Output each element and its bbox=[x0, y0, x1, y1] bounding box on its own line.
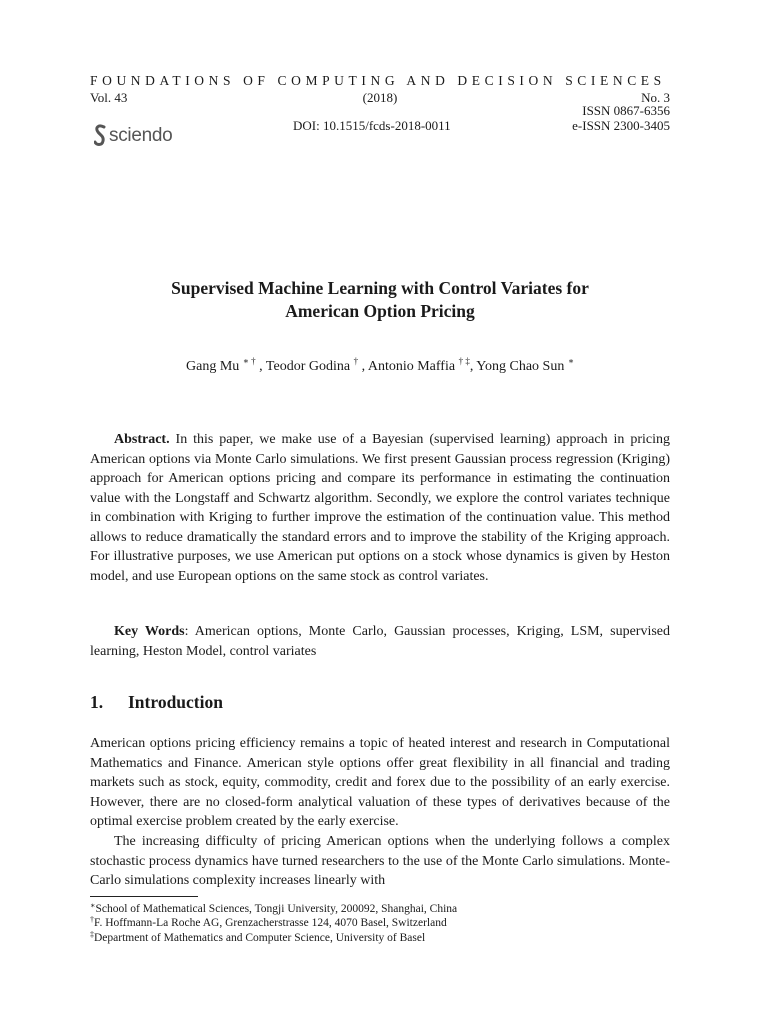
affiliation-marks: ∗ bbox=[567, 356, 574, 366]
author-separator: , bbox=[469, 359, 477, 374]
title-line-1: Supervised Machine Learning with Control Variates for bbox=[171, 278, 589, 298]
section-title: Introduction bbox=[128, 692, 223, 712]
author-list bbox=[90, 356, 670, 375]
footnote bbox=[90, 927, 670, 946]
year: (2018) bbox=[362, 90, 398, 105]
footnote-text: Department of Mathematics and Computer Science, University of Basel bbox=[94, 932, 426, 944]
logo-text: sciendo bbox=[109, 125, 173, 146]
author-name: Yong Chao Sun bbox=[476, 359, 565, 374]
journal-title: FOUNDATIONS OF COMPUTING AND DECISION SCIENCES bbox=[90, 73, 666, 88]
keywords bbox=[90, 622, 670, 661]
paper-title bbox=[90, 277, 670, 323]
doi: DOI: 10.1515/fcds-2018-0011 bbox=[293, 118, 451, 133]
author-separator: , bbox=[358, 359, 368, 374]
section-heading bbox=[90, 692, 223, 713]
footnote-mark: ∗ bbox=[90, 901, 96, 910]
author-name: Antonio Maffia bbox=[367, 359, 456, 374]
eissn: e-ISSN 2300-3405 bbox=[572, 118, 670, 133]
author-name: Gang Mu bbox=[186, 359, 240, 374]
volume: Vol. 43 bbox=[90, 90, 128, 105]
intro-paragraph-1: American options pricing efficiency remains a topic of heated interest and research in Computational Mathematics and Finance. American style options offer great flexibility in all financial and trading markets such as stock, equity, commodity, credit and forex due to the possibility of an early exercise. However, there are no closed-form analytical valuation of these types of derivatives because of the optimal exercise problem created by the early exercise. bbox=[90, 736, 670, 829]
intro-paragraph-2-text: The increasing difficulty of pricing American options when the underlying follows a complex stochastic process dynamics have turned researchers to the use of the Monte Carlo simulations. Monte-Carlo simulations complexity increases linearly with bbox=[90, 834, 670, 888]
author-name: Teodor Godina bbox=[265, 359, 351, 374]
footnote-mark: ‡ bbox=[90, 930, 94, 939]
footnote-text: F. Hoffmann-La Roche AG, Grenzacherstrasse 124, 4070 Basel, Switzerland bbox=[94, 917, 447, 929]
publisher-logo bbox=[94, 119, 184, 153]
footnote-text: School of Mathematical Sciences, Tongji University, 200092, Shanghai, China bbox=[95, 903, 458, 915]
sciendo-logo-icon bbox=[94, 123, 106, 149]
issue-number: No. 3 bbox=[641, 90, 670, 105]
intro-paragraph-2 bbox=[90, 832, 670, 891]
abstract bbox=[90, 430, 670, 586]
author-separator: , bbox=[255, 359, 266, 374]
affiliation-marks: † bbox=[353, 356, 359, 366]
affiliation-marks: ∗ † bbox=[242, 356, 256, 366]
footnote-rule bbox=[90, 896, 198, 897]
title-line-2: American Option Pricing bbox=[285, 301, 475, 321]
issn: ISSN 0867-6356 bbox=[582, 103, 670, 118]
keywords-label: Key Words bbox=[114, 624, 185, 639]
affiliation-marks: † ‡ bbox=[458, 356, 470, 366]
footnote-mark: † bbox=[90, 915, 94, 924]
section-number: 1. bbox=[90, 692, 104, 712]
keywords-text: : American options, Monte Carlo, Gaussian processes, Kriging, LSM, supervised learning, Heston Model, control variates bbox=[90, 624, 670, 659]
abstract-label: Abstract. bbox=[114, 432, 170, 447]
abstract-text: In this paper, we make use of a Bayesian (supervised learning) approach in pricing American options via Monte Carlo simulations. We first present Gaussian process regression (Kriging) approach for American options pricing and compare its performance in estimating the continuation value with the Longstaff and Schwartz algorithm. Secondly, we explore the control variates technique in combination with Kriging to further improve the estimation of the continuation value. This method allows to reduce dramatically the standard errors and to improve the stability of the Kriging approach. For illustrative purposes, we use American put options on a stock whose dynamics is given by Heston model, and use European options on the same stock as control variates. bbox=[90, 432, 670, 584]
